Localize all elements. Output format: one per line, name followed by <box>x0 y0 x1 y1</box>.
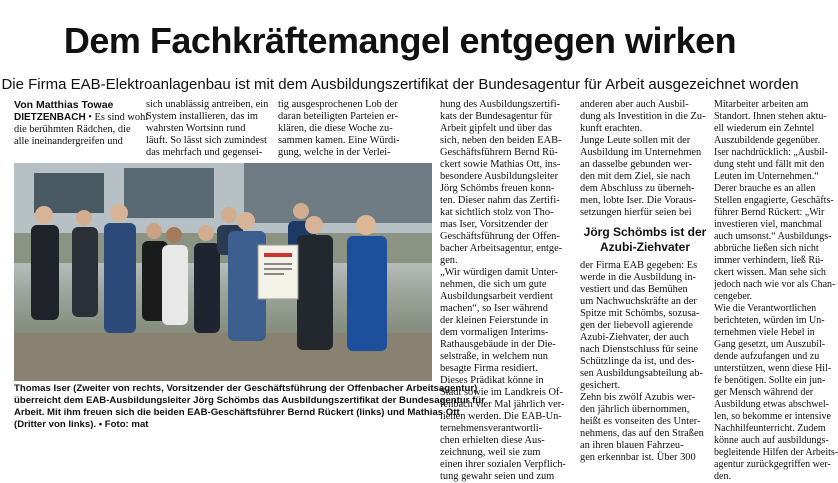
text-line: Ausbildungsarbeit verdient <box>440 291 553 302</box>
text-line: den. <box>714 471 731 482</box>
text-line: hung des Ausbildungszertifi- <box>440 99 561 110</box>
text-line: „Wir würdigen damit Unter- <box>440 267 558 278</box>
text-line: könne auch auf ausbildungs- <box>714 435 829 446</box>
text-line: immer verhindern, ließ Rü- <box>714 255 824 266</box>
text-line: unterstützen, wenn diese Hil- <box>714 363 832 374</box>
text-line: dem vormaligen Interims- <box>440 327 549 338</box>
text-line: an dasselbe gebunden wer- <box>580 159 693 170</box>
text-line: ckert wissen. Man sehe sich <box>714 267 826 278</box>
text-line: besagte Firma residiert. <box>440 363 538 374</box>
text-line: Thomas Iser (Zweiter von rechts, Vorsitzender der Geschäftsführung der Offenbacher Arbeitsagentur) <box>14 383 478 394</box>
text-line: Ausbildung im Unternehmen <box>580 147 702 158</box>
text-line: der Firma EAB gegeben: Es <box>580 260 698 271</box>
text-line: führer Bernd Rückert: „Wir <box>714 207 825 218</box>
text-line: die berühmten Rädchen, die <box>14 124 131 135</box>
text-line: Dieses Prädikat könne in <box>440 375 544 386</box>
text-line: Mitarbeiter arbeiten am <box>714 99 809 110</box>
group-photo-illustration <box>14 163 432 381</box>
text-line: Arbeit. Mit ihm freuen sich die beiden EAB-Geschäftsführer Bernd Rückert (links) und Mathias Ott <box>14 407 460 418</box>
text-line: investieren viel, manchmal <box>714 219 823 230</box>
text-line: Spitze mit Schömbs, sozusa- <box>580 308 700 319</box>
article-subheadline: Die Firma EAB-Elektroanlagenbau ist mit dem Ausbildungszertifikat der Bundesagentur für Arbeit ausgezeichnet worden <box>1 76 799 93</box>
text-line: gung, welche in der Verlei- <box>278 147 391 158</box>
text-line: liehen werden. Die EAB-Un- <box>440 411 562 422</box>
text-line: Jörg Schömbs freuen konn- <box>440 183 555 194</box>
text-line: kats der Bundesagentur für <box>440 111 553 122</box>
text-line: ckert sowie Mathias Ott, ins- <box>440 159 561 170</box>
column-5 <box>580 99 710 463</box>
text-line: dende aufzufangen und zu <box>714 351 820 362</box>
text-line: vestiert und das Bemühen <box>580 284 688 295</box>
text-line: Wie die Verantwortlichen <box>714 303 817 314</box>
column-6 <box>714 99 838 482</box>
article-headline: Dem Fachkräftemangel entgegen wirken <box>63 20 737 61</box>
text-line: Ausbildung etwas abschwel- <box>714 399 829 410</box>
text-line: nehmen, die sich um gute <box>440 279 547 290</box>
text-line: den jährlich übernommen, <box>580 404 690 415</box>
text-line: ell wiederum ein Zehntel <box>714 123 815 134</box>
text-line: dung steht und fällt mit den <box>714 159 825 170</box>
text-line: Leuten im Unternehmen.“ <box>714 171 819 182</box>
text-line: gen der liebevoll agierende <box>580 320 693 331</box>
text-line: fenbach vier Mal jährlich ver- <box>440 399 565 410</box>
text-line: heißt es vonseiten des Unter- <box>580 416 701 427</box>
photo-caption <box>14 383 485 431</box>
text-line: jedoch nach wie vor als Chan- <box>714 279 836 290</box>
text-line: Auszubildende gegenüber. <box>714 135 821 146</box>
text-line: Schützlinge da ist, und des- <box>580 356 695 367</box>
text-line: setzungen hierfür seien bei <box>580 207 692 218</box>
text-line: sen Ausbildungsabteilung ab- <box>580 368 703 379</box>
text-line: System installieren, das im <box>146 111 258 122</box>
text-line: einen ihrer sozialen Verpflich- <box>440 459 566 470</box>
section-subtitle: Jörg Schömbs ist der Azubi-Ziehvater <box>583 225 707 254</box>
text-line: ten. Dieser nahm das Zertifi- <box>440 195 560 206</box>
text-line: sich, neben den beiden EAB- <box>440 135 562 146</box>
column-3 <box>278 99 408 159</box>
text-line: len, so bekomme er intensive <box>714 411 831 422</box>
text-line: kunft erachten. <box>580 123 643 134</box>
text-line: Azubi-Ziehvater, der auch <box>580 332 689 343</box>
text-line: nehmens, das auf den Straßen <box>580 428 704 439</box>
text-line: Gang gesetzt, um Auszubil- <box>714 339 826 350</box>
text-line: (Dritter von links). • Foto: mat <box>14 419 149 430</box>
text-line: Stellen engagierte, Geschäfts- <box>714 195 834 206</box>
text-line: Zehn bis zwölf Azubis wer- <box>580 392 696 403</box>
text-line: alle ineinandergreifen und <box>14 136 123 147</box>
text-line: an ihren blauen Fahrzeu- <box>580 440 684 451</box>
text-line: auch umsonst.“ Ausbildungs- <box>714 231 832 242</box>
byline: Von Matthias Towae <box>14 99 114 111</box>
text-line: besondere Ausbildungsleiter <box>440 171 559 182</box>
text-line: gen. <box>440 255 458 266</box>
text-line: fe benötigen. Sollte ein jun- <box>714 375 826 386</box>
text-line: machen“, so Iser während <box>440 303 548 314</box>
text-line: Arbeit gipfelt und über das <box>440 123 552 134</box>
text-line: gen erkennbar ist. Über 300 <box>580 452 696 463</box>
text-line: Rathausgebäude in der Die- <box>440 339 556 350</box>
text-line: DIETZENBACH • Es sind wohl <box>14 112 149 123</box>
text-line: der kleinen Feierstunde in <box>440 315 549 326</box>
text-line: Junge Leute sollen mit der <box>580 135 691 146</box>
text-line: mas Iser, Vorsitzender der <box>440 219 548 230</box>
text-line: dung als Investition in die Zu- <box>580 111 706 122</box>
text-line: men, lobte Iser. Die Voraus- <box>580 195 697 206</box>
text-line: cengeber. <box>714 291 753 302</box>
text-line: abbrüche ließen sich nicht <box>714 243 819 254</box>
text-line: klären, die diese Woche zu- <box>278 123 393 134</box>
text-line: Stadt sowie im Landkreis Of- <box>440 387 563 398</box>
dateline: DIETZENBACH <box>14 112 86 123</box>
text-line: chen erhielten diese Aus- <box>440 435 545 446</box>
text-line: kat sichtlich stolz von Tho- <box>440 207 554 218</box>
text-line: tig ausgesprochenen Lob der <box>278 99 398 110</box>
text-line: bacher Arbeitsagentur, entge- <box>440 243 563 254</box>
text-line: Nachhilfeunterricht. Zudem <box>714 423 826 434</box>
column-1 <box>14 112 149 148</box>
text-line: selstraße, in welchem nun <box>440 351 548 362</box>
text-line: anderen aber auch Ausbil- <box>580 99 689 110</box>
press-photo <box>14 163 432 381</box>
text-line: um Nachwuchskräfte an der <box>580 296 697 307</box>
text-line: begleitende Hilfen der Arbeits- <box>714 447 838 458</box>
text-line: ger Mensch während der <box>714 387 814 398</box>
column-2 <box>146 99 274 159</box>
text-line: Geschäftsführung der Offen- <box>440 231 560 242</box>
text-line: nach Dienstschluss für seine <box>580 344 699 355</box>
text-line: überreicht dem EAB-Ausbildungsleiter Jörg Schömbs das Ausbildungszertifikat der Bundesagentur für <box>14 395 485 406</box>
text-line: berichteten, würden im Un- <box>714 315 825 326</box>
text-line: dem Abschluss zu überneh- <box>580 183 695 194</box>
text-line: sich unablässig antreiben, ein <box>146 99 269 110</box>
text-line: agentur zurückgegriffen wer- <box>714 459 831 470</box>
text-line: läuft. So lässt sich zumindest <box>146 135 267 146</box>
text-line: den mit dem Ziel, sie nach <box>580 171 691 182</box>
text-line: Iser nachdrücklich: „Ausbil- <box>714 147 828 158</box>
text-line: gesichert. <box>580 380 621 391</box>
text-line: ternehmen viele Hebel in <box>714 327 815 338</box>
text-line: werde in die Ausbildung in- <box>580 272 697 283</box>
text-line: zeichnung, weil sie zum <box>440 447 541 458</box>
text-line: das mehrfach und gegensei- <box>146 147 263 158</box>
text-line: Derer brauche es an allen <box>714 183 816 194</box>
text-line: sammen kamen. Eine Würdi- <box>278 135 400 146</box>
text-line: ternehmensverantwortli- <box>440 423 543 434</box>
text-line: daran beteiligten Parteien er- <box>278 111 399 122</box>
text-line: Standort. Ihnen stehen aktu- <box>714 111 827 122</box>
text-line: tung gewahr seien und zum <box>440 471 555 482</box>
text-line: Geschäftsführern Bernd Rü- <box>440 147 558 158</box>
text-line: wahrsten Wortsinn rund <box>146 123 246 134</box>
